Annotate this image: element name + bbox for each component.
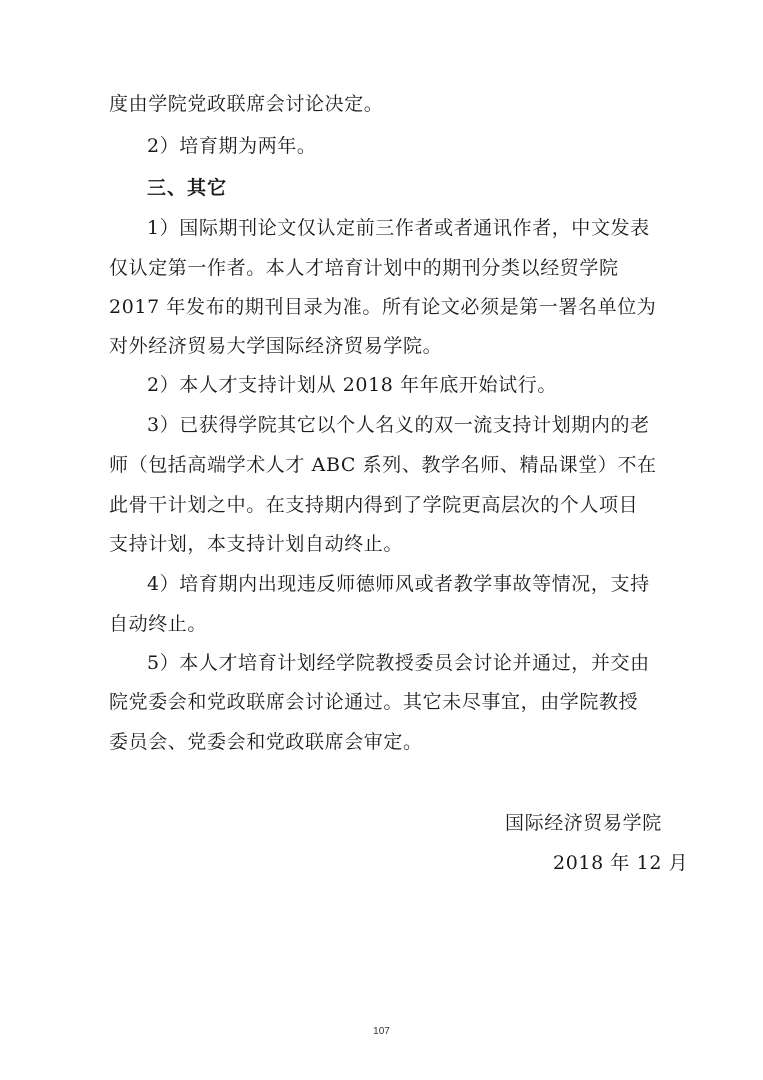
paragraph-line: 对外经济贸易大学国际经济贸易学院。 bbox=[109, 335, 443, 357]
paragraph-line: 5）本人才培育计划经学院教授委员会讨论并通过，并交由 bbox=[147, 652, 650, 674]
paragraph-line: 1）国际期刊论文仅认定前三作者或者通讯作者，中文发表 bbox=[147, 217, 650, 239]
page-number: 107 bbox=[373, 1026, 390, 1037]
paragraph-line: 委员会、党委会和党政联席会审定。 bbox=[109, 731, 423, 753]
paragraph-line: 4）培育期内出现违反师德师风或者教学事故等情况，支持 bbox=[147, 573, 650, 595]
paragraph-line: 3）已获得学院其它以个人名义的双一流支持计划期内的老 bbox=[147, 414, 650, 436]
paragraph-line: 此骨干计划之中。在支持期内得到了学院更高层次的个人项目 bbox=[109, 494, 639, 516]
paragraph-line: 院党委会和党政联席会讨论通过。其它未尽事宜，由学院教授 bbox=[109, 691, 639, 713]
paragraph-line: 自动终止。 bbox=[109, 613, 208, 635]
paragraph-line: 师（包括高端学术人才 ABC 系列、教学名师、精品课堂）不在 bbox=[109, 454, 657, 476]
paragraph-line: 2）培育期为两年。 bbox=[147, 135, 317, 157]
paragraph-line: 2）本人才支持计划从 2018 年年底开始试行。 bbox=[147, 374, 557, 396]
paragraph-line: 度由学院党政联席会讨论决定。 bbox=[109, 93, 384, 115]
signature-organization: 国际经济贸易学院 bbox=[505, 812, 662, 834]
paragraph-line: 支持计划，本支持计划自动终止。 bbox=[109, 533, 404, 555]
paragraph-line: 仅认定第一作者。本人才培育计划中的期刊分类以经贸学院 bbox=[109, 257, 619, 279]
signature-date: 2018 年 12 月 bbox=[553, 852, 689, 874]
paragraph-line: 2017 年发布的期刊目录为准。所有论文必须是第一署名单位为 bbox=[109, 296, 657, 318]
section-heading: 三、其它 bbox=[147, 177, 228, 199]
